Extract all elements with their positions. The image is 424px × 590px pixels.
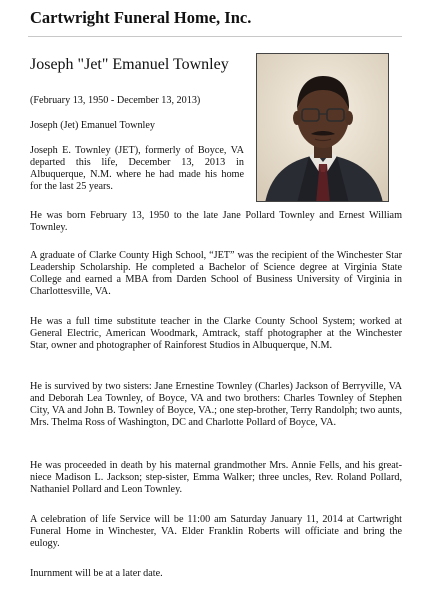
obituary-paragraph: He is survived by two sisters: Jane Ernestine Townley (Charles) Jackson of Berryville, VA and Deborah Lea Townley, of Boyce, VA and two brothers: Charles Townley of Stephen City, VA and John B. Townley of Boyce, VA.; one step-brother, Terry Randolph; two aunts, Mrs. Thelma Ross of Washington, DC and Charlotte Pollard of Boyce, VA. (30, 381, 402, 428)
obituary-paragraph: He was born February 13, 1950 to the late Jane Pollard Townley and Ernest William Townley. (30, 210, 402, 233)
obituary-paragraph: He was proceeded in death by his maternal grandmother Mrs. Annie Fells, and his great-niece Madison L. Jackson; step-sister, Emma Walker; three uncles, Rev. Roland Pollard, Nathaniel Pollard and Leon Townley. (30, 460, 402, 495)
obituary-paragraph: He was a full time substitute teacher in the Clarke County School System; worked at General Electric, American Woodmark, Amtrack, staff photographer at the Winchester Star, owner and photographer of Rainforest Studios in Albuquerque, N.M. (30, 316, 402, 351)
obituary-subtitle: Joseph (Jet) Emanuel Townley (30, 120, 155, 131)
portrait-illustration (257, 54, 389, 202)
life-dates: (February 13, 1950 - December 13, 2013) (30, 95, 201, 106)
page-title: Cartwright Funeral Home, Inc. (30, 8, 252, 27)
obituary-paragraph: A celebration of life Service will be 11:00 am Saturday January 11, 2014 at Cartwright Funeral Home in Winchester, VA. Elder Franklin Roberts will officiate and bring the eulogy. (30, 514, 402, 549)
obituary-paragraph: A graduate of Clarke County High School, “JET” was the recipient of the Winchester Star Leadership Scholarship. He completed a Bachelor of Science degree at Virginia State College and earned a MBA from Darden School of Business University of Virginia in Charlottesville, VA. (30, 250, 402, 297)
portrait-photo (256, 53, 389, 202)
obituary-paragraph: Inurnment will be at a later date. (30, 568, 163, 579)
obituary-paragraph: Joseph E. Townley (JET), formerly of Boyce, VA departed this life, December 13, 2013 in Albuquerque, N.M. where he had made his home for the last 25 years. (30, 145, 244, 192)
deceased-name: Joseph "Jet" Emanuel Townley (30, 56, 229, 73)
header-divider (28, 36, 402, 37)
